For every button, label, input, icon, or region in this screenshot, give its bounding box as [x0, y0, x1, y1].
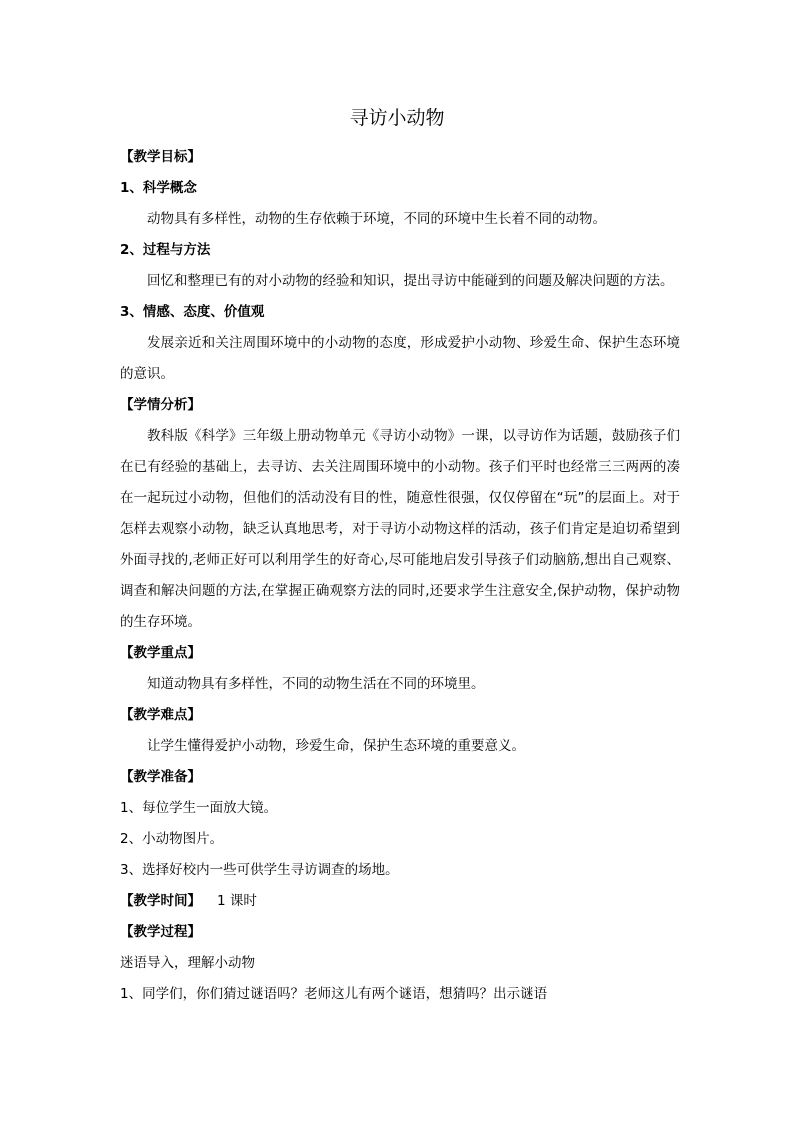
preparation-item: 2、小动物图片。: [120, 831, 224, 847]
key-points-text: 知道动物具有多样性，不同的动物生活在不同的环境里。: [147, 676, 485, 692]
preparation-item: 3、选择好校内一些可供学生寻访调查的场地。: [120, 862, 399, 878]
process-line: 迷语导入，理解小动物: [120, 955, 255, 971]
time-row: [120, 886, 680, 917]
process-heading: 【教学过程】: [120, 924, 201, 940]
objective-2-heading: 2、过程与方法: [120, 242, 211, 258]
key-points-heading: 【教学重点】: [120, 645, 201, 661]
time-heading: 【教学时间】: [120, 893, 201, 909]
objectives-heading: 【教学目标】: [120, 149, 201, 165]
preparation-item: 1、每位学生一面放大镜。: [120, 800, 278, 816]
objective-2-text: 回忆和整理已有的对小动物的经验和知识，提出寻访中能碰到的问题及解决问题的方法。: [147, 273, 674, 289]
objective-1-text: 动物具有多样性，动物的生存依赖于环境，不同的环境中生长着不同的动物。: [147, 211, 606, 227]
document-body: [120, 142, 680, 1010]
analysis-heading: 【学情分析】: [120, 397, 201, 413]
difficulty-heading: 【教学难点】: [120, 707, 201, 723]
objective-1-heading: 1、科学概念: [120, 180, 197, 196]
preparation-heading: 【教学准备】: [120, 769, 201, 785]
process-line: 1、同学们，你们猜过谜语吗？老师这儿有两个谜语，想猜吗？出示谜语: [120, 986, 548, 1002]
difficulty-text: 让学生懂得爱护小动物，珍爱生命，保护生态环境的重要意义。: [147, 738, 525, 754]
objective-3-text: 发展亲近和关注周围环境中的小动物的态度，形成爱护小动物、珍爱生命、保护生态环境的意识。: [120, 335, 680, 382]
time-value: 1 课时: [217, 893, 257, 909]
objective-3-heading: 3、情感、态度、价值观: [120, 304, 265, 320]
analysis-text: 教科版《科学》三年级上册动物单元《寻访小动物》一课，以寻访作为话题，鼓励孩子们在已有经验的基础上，去寻访、去关注周围环境中的小动物。孩子们平时也经常三三两两的凑在一起玩过小动物，但他们的活动没有目的性，随意性很强，仅仅停留在“玩”的层面上。对于怎样去观察小动物，缺乏认真地思考，对于寻访小动物这样的活动，孩子们肯定是迫切希望到外面寻找的,老师正好可以利用学生的好奇心,尽可能地启发引导孩子们动脑筋,想出自己观察、调查和解决问题的方法,在掌握正确观察方法的同时,还要求学生注意安全,保护动物，保护动物的生存环境。: [120, 428, 680, 630]
page-title: 寻访小动物: [349, 107, 445, 129]
